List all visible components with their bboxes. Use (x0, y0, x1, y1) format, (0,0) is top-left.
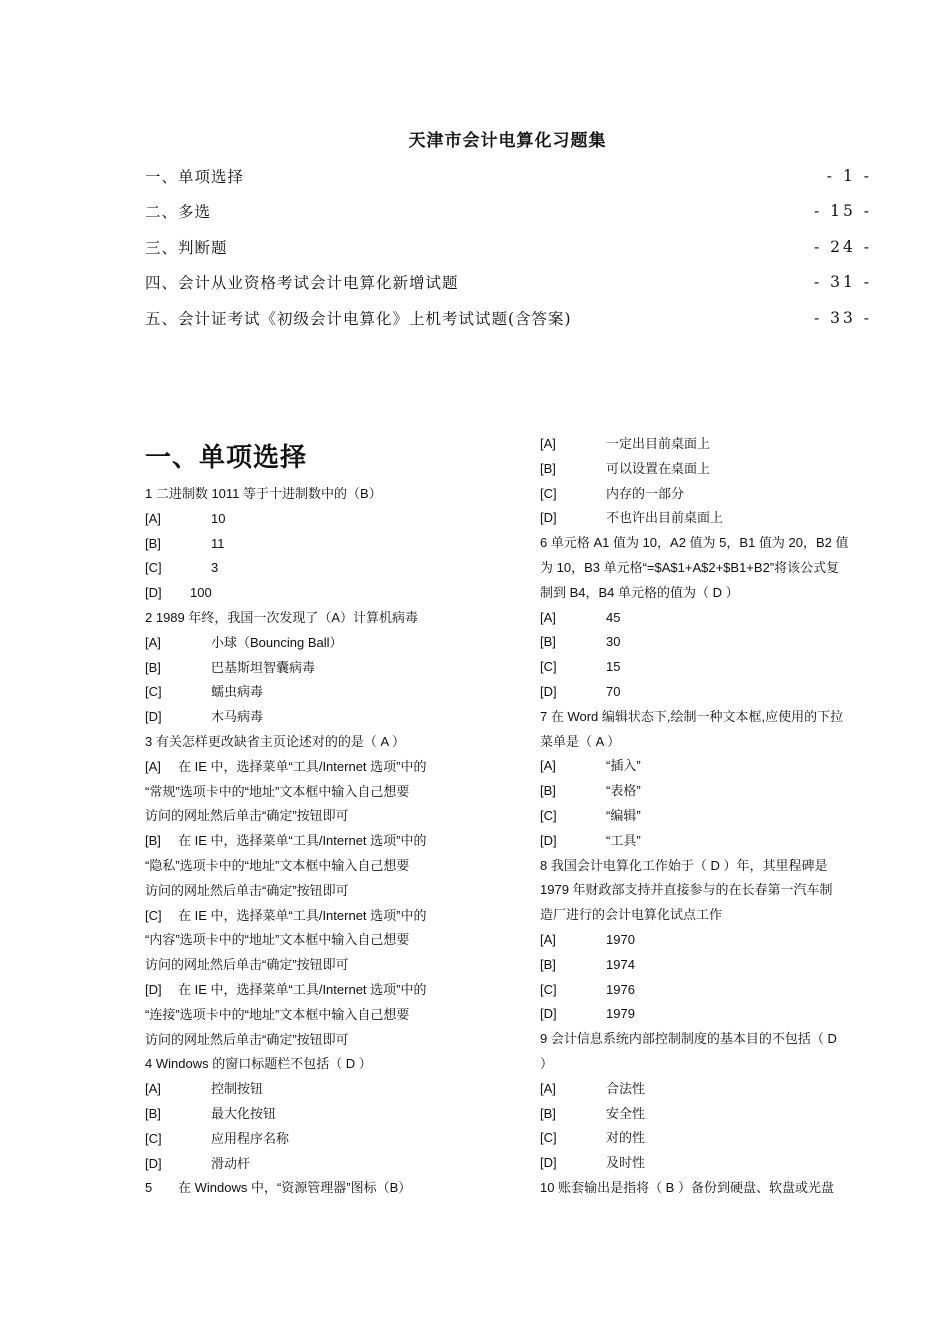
toc-page-number: - 15 - (813, 202, 872, 221)
option-key: [B] (540, 1105, 556, 1121)
option (540, 506, 872, 531)
option-text: 控制按钮 (211, 1081, 264, 1097)
option-text-continued: “隐私”选项卡中的“地址”文本框中输入自己想要 (145, 857, 410, 873)
toc-label: 二、多选 (145, 203, 212, 222)
option-text-continued: 访问的网址然后单击“确定”按钮即可 (145, 808, 349, 824)
left-column (145, 482, 481, 1201)
toc-page-number: - 33 - (813, 308, 872, 327)
option (540, 1151, 872, 1176)
option-key: [A] (540, 1080, 556, 1096)
document-title: 天津市会计电算化习题集 (408, 131, 607, 151)
option-key: [A] (540, 436, 556, 451)
option-key: [D] (145, 981, 162, 997)
option (540, 754, 872, 779)
option (145, 1127, 481, 1152)
option-key: [D] (540, 832, 557, 848)
question-3: 3 有关怎样更改缺省主页论述对的的是（ A ） (145, 733, 406, 749)
option-text: 在 IE 中，选择菜单“工具/Internet 选项”中的 (178, 907, 427, 923)
option-text-continued: 访问的网址然后单击“确定”按钮即可 (145, 882, 349, 898)
option (145, 755, 481, 780)
option (145, 556, 481, 581)
option-text: 内存的一部分 (606, 485, 685, 501)
option-text: 15 (606, 659, 621, 675)
toc-entry[interactable] (145, 158, 872, 194)
option-text-continued: “内容”选项卡中的“地址”文本框中输入自己想要 (145, 932, 410, 948)
option (145, 1102, 481, 1127)
option-text-continued: “常规”选项卡中的“地址”文本框中输入自己想要 (145, 783, 410, 799)
option (540, 482, 872, 507)
option (145, 631, 481, 656)
option (540, 779, 872, 804)
option-text: 在 IE 中，选择菜单“工具/Internet 选项”中的 (178, 758, 427, 774)
question-number: 5 (145, 1180, 153, 1196)
option-text: 及时性 (606, 1155, 646, 1171)
option-key: [C] (540, 807, 557, 823)
toc-label: 四、会计从业资格考试会计电算化新增试题 (145, 274, 459, 293)
option-text-continued: 访问的网址然后单击“确定”按钮即可 (145, 1031, 349, 1047)
question-2: 2 1989 年终，我国一次发现了（A）计算机病毒 (145, 609, 419, 625)
option-key: [C] (540, 659, 557, 675)
option (540, 829, 872, 854)
question-4: 4 Windows 的窗口标题栏不包括（ D ） (145, 1056, 372, 1072)
option-text: 1979 (606, 1006, 635, 1022)
question-9: 9 会计信息系统内部控制制度的基本目的不包括（ D (540, 1031, 837, 1047)
option-key: [C] (540, 981, 557, 997)
option (540, 1126, 872, 1151)
question-7: 7 在 Word 编辑状态下,绘制一种文本框,应使用的下拉 (540, 708, 844, 724)
option (145, 829, 481, 854)
option-key: [D] (540, 510, 557, 526)
option-key: [A] (540, 758, 556, 774)
toc-entry[interactable] (145, 229, 872, 265)
option-text: 1974 (606, 956, 635, 972)
option-text: 滑动杆 (211, 1155, 251, 1171)
option (145, 705, 481, 730)
option-text: 在 IE 中，选择菜单“工具/Internet 选项”中的 (178, 981, 427, 997)
option-key: [A] (145, 758, 161, 774)
option-key: [C] (145, 1130, 162, 1146)
option-text: 木马病毒 (211, 709, 264, 725)
question-8: 8 我国会计电算化工作始于（ D ）年，其里程碑是 (540, 857, 828, 873)
option-key: [B] (145, 833, 161, 849)
option-text: 可以设置在桌面上 (606, 460, 711, 476)
option-key: [D] (145, 585, 162, 601)
question-8-continued: 造厂进行的会计电算化试点工作 (540, 907, 723, 923)
question-10: 10 账套输出是指将（ B ）备份到硬盘、软盘或光盘 (540, 1179, 834, 1195)
toc-label: 五、会计证考试《初级会计电算化》上机考试试题(含答案) (145, 309, 572, 328)
question-5 (145, 1176, 481, 1201)
option-key: [A] (145, 510, 161, 526)
option-text: 3 (211, 560, 219, 576)
option-key: [C] (540, 1130, 557, 1146)
option (145, 1077, 481, 1102)
option (540, 804, 872, 829)
option-text: 30 (606, 634, 621, 650)
option-key: [B] (145, 659, 161, 675)
option (145, 680, 481, 705)
option-key: [A] (540, 609, 556, 625)
option (145, 1152, 481, 1177)
option (540, 1077, 872, 1102)
question-7-continued: 菜单是（ A ） (540, 733, 621, 749)
option-text: 应用程序名称 (211, 1130, 290, 1146)
option-key: [D] (540, 1006, 557, 1022)
option (145, 978, 481, 1003)
option-text: 70 (606, 683, 621, 699)
option (145, 656, 481, 681)
toc-page-number: - 24 - (813, 237, 872, 256)
option-text: 100 (190, 585, 212, 601)
option-text-continued: “连接”选项卡中的“地址”文本框中输入自己想要 (145, 1006, 410, 1022)
option-text: 小球（Bouncing Ball） (211, 634, 343, 650)
option-key: [C] (145, 560, 162, 576)
question-8-continued: 1979 年财政部支持并直接参与的在长春第一汽车制 (540, 882, 833, 898)
question-text: 在 Windows 中，“资源管理器”图标（B） (178, 1180, 412, 1196)
option-key: [B] (540, 634, 556, 650)
option (540, 432, 872, 457)
option (145, 581, 481, 606)
toc-entry[interactable] (145, 194, 872, 230)
option (540, 1002, 872, 1027)
option-key: [D] (540, 683, 557, 699)
option-key: [A] (145, 634, 161, 650)
option-text: 安全性 (606, 1105, 646, 1121)
option-text: “编辑” (606, 807, 641, 823)
toc-page-number: - 1 - (826, 166, 872, 185)
question-6-continued: 制到 B4，B4 单元格的值为（ D ） (540, 584, 739, 600)
option-text: “表格” (606, 783, 641, 799)
option-key: [D] (145, 709, 162, 725)
option-text: 一定出目前桌面上 (606, 436, 711, 451)
option-text: 最大化按钮 (211, 1105, 277, 1121)
toc-page-number: - 31 - (813, 273, 872, 292)
option (540, 606, 872, 631)
toc-entry[interactable] (145, 265, 872, 301)
option-key: [B] (145, 535, 161, 551)
option-key: [A] (145, 1081, 161, 1097)
option-key: [B] (540, 783, 556, 799)
option (540, 928, 872, 953)
option-text: 蠕虫病毒 (211, 684, 264, 700)
right-column (540, 432, 872, 1201)
option (540, 630, 872, 655)
option-text: 合法性 (606, 1080, 646, 1096)
option (540, 457, 872, 482)
option-text: “插入” (606, 758, 641, 774)
toc-label: 一、单项选择 (145, 167, 245, 186)
option-text: 不也许出目前桌面上 (606, 510, 724, 526)
option-text: 巴基斯坦智囊病毒 (211, 659, 316, 675)
option (145, 507, 481, 532)
option-text: “工具” (606, 832, 641, 848)
option-key: [C] (145, 684, 162, 700)
option-key: [B] (145, 1105, 161, 1121)
question-1: 1 二进制数 1011 等于十进制数中的（B） (145, 486, 382, 501)
option-text: 1976 (606, 981, 635, 997)
toc-entry[interactable] (145, 300, 872, 336)
table-of-contents (145, 158, 872, 336)
option-key: [C] (145, 907, 162, 923)
option-text: 在 IE 中，选择菜单“工具/Internet 选项”中的 (178, 833, 427, 849)
option (540, 953, 872, 978)
option (540, 1102, 872, 1127)
section-heading: 一、单项选择 (145, 443, 308, 473)
option (540, 655, 872, 680)
option-key: [D] (145, 1155, 162, 1171)
option-key: [B] (540, 956, 556, 972)
question-9-continued: ） (540, 1055, 554, 1071)
toc-label: 三、判断题 (145, 238, 228, 257)
option (145, 904, 481, 929)
option-key: [B] (540, 460, 556, 476)
option-text: 11 (211, 535, 225, 551)
option-key: [C] (540, 485, 557, 501)
option-text-continued: 访问的网址然后单击“确定”按钮即可 (145, 957, 349, 973)
option-key: [A] (540, 931, 556, 947)
option-text: 10 (211, 510, 226, 526)
option-text: 45 (606, 609, 621, 625)
question-6-continued: 为 10，B3 单元格“=$A$1+A$2+$B1+B2”将该公式复 (540, 559, 840, 575)
option-text: 1970 (606, 931, 635, 947)
option-key: [D] (540, 1155, 557, 1171)
option-text: 对的性 (606, 1130, 646, 1146)
option (540, 680, 872, 705)
option (145, 532, 481, 557)
option (540, 978, 872, 1003)
question-6: 6 单元格 A1 值为 10，A2 值为 5，B1 值为 20，B2 值 (540, 535, 849, 551)
